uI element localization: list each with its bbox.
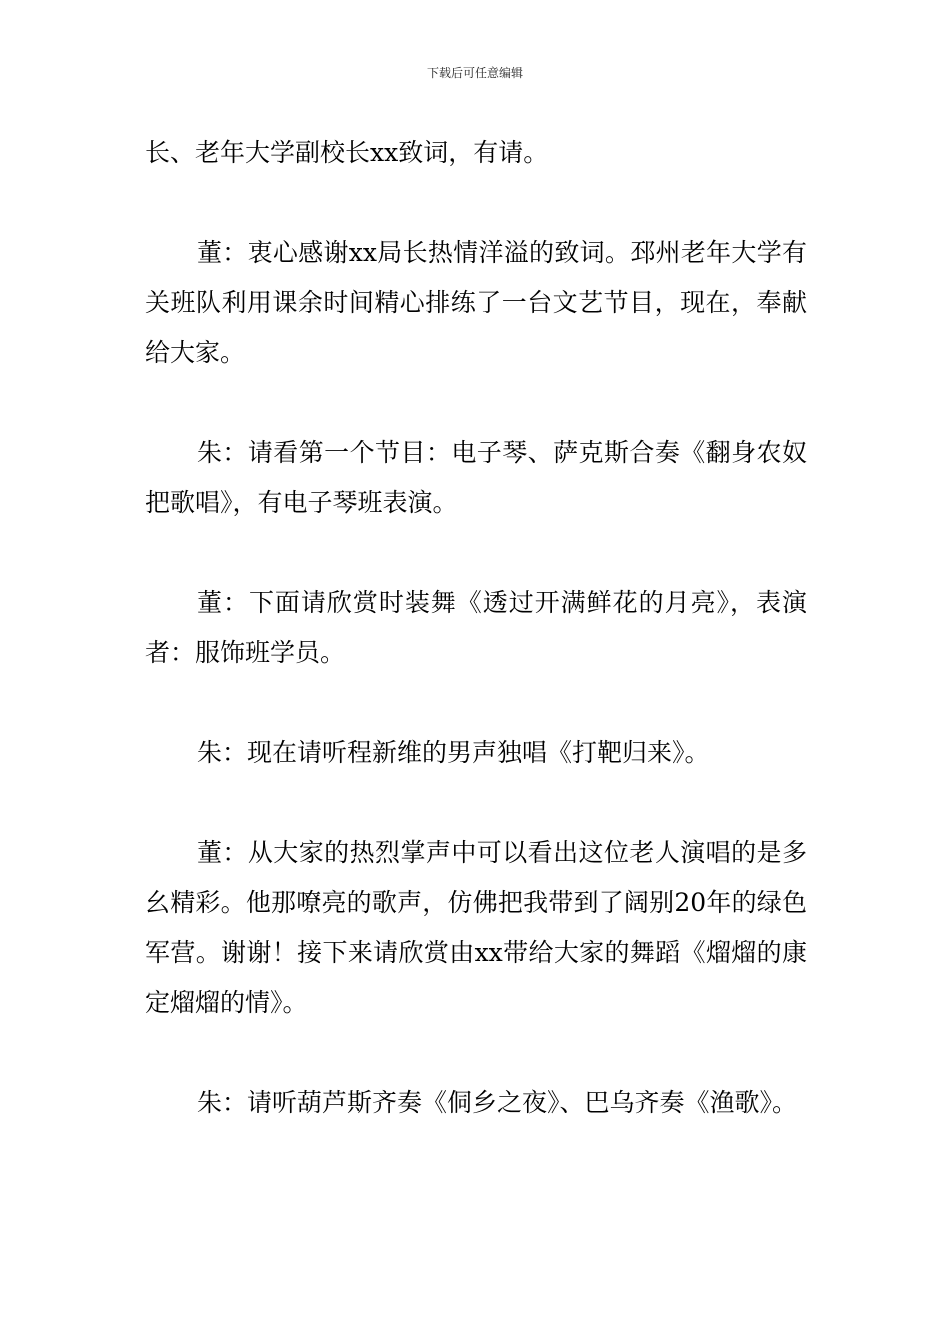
paragraph: 朱：现在请听程新维的男声独唱《打靶归来》。 — [197, 738, 710, 767]
paragraph: 董：从大家的热烈掌声中可以看出这位老人演唱的是多幺精彩。他那嘹亮的歌声，仿佛把我带到了阔别20年的绿色军营。谢谢！接下来请欣赏由xx带给大家的舞蹈《熘熘的康定熘熘的情》。 — [145, 838, 807, 1017]
document-body — [145, 128, 807, 1128]
paragraph: 朱：请看第一个节目：电子琴、萨克斯合奏《翻身农奴把歌唱》，有电子琴班表演。 — [145, 438, 807, 517]
paragraph: 朱：请听葫芦斯齐奏《侗乡之夜》、巴乌齐奏《渔歌》。 — [197, 1088, 798, 1117]
paragraph-continuation: 长、老年大学副校长xx致词，有请。 — [145, 138, 549, 167]
page-header: 下载后可任意编辑 — [426, 66, 523, 80]
paragraph: 董：衷心感谢xx局长热情洋溢的致词。邳州老年大学有关班队利用课余时间精心排练了一台文艺节目，现在，奉献给大家。 — [145, 238, 807, 367]
paragraph: 董：下面请欣赏时装舞《透过开满鲜花的月亮》，表演者：服饰班学员。 — [145, 588, 807, 667]
